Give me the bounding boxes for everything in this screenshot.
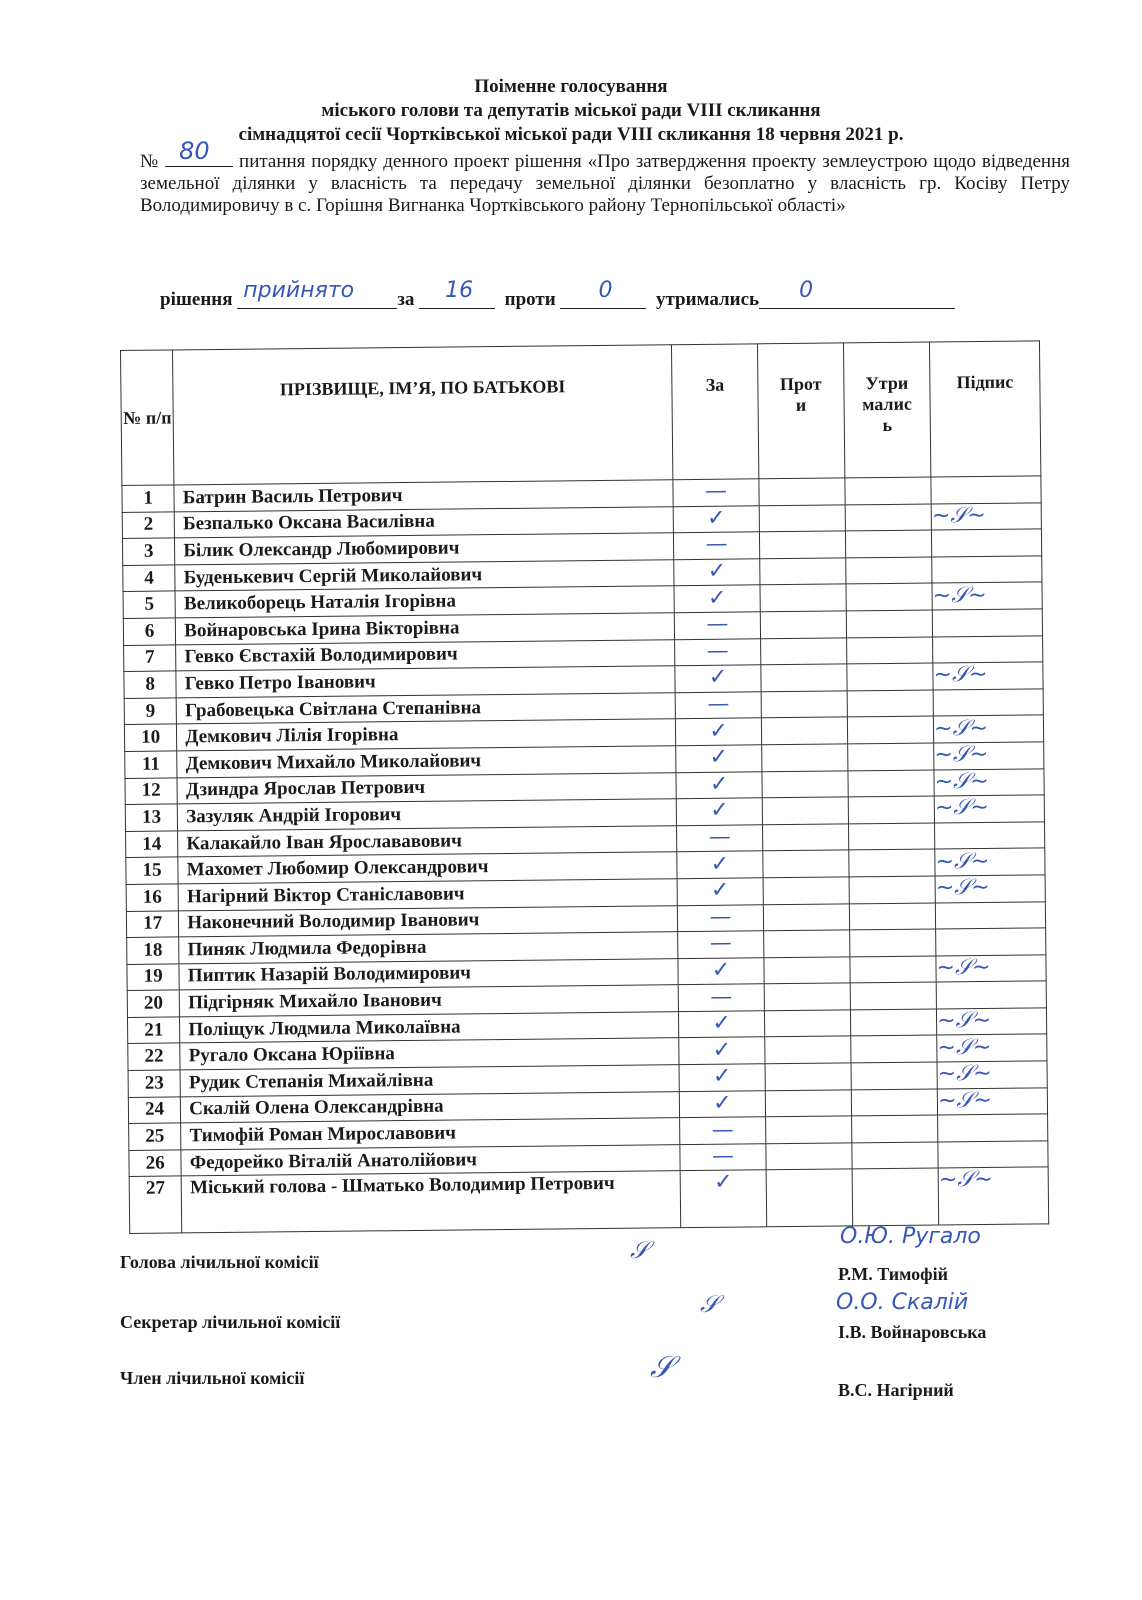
abstained-value: 0: [799, 278, 814, 303]
header-abstained: Утри малис ь: [843, 342, 931, 478]
row-number: 16: [126, 884, 179, 911]
header-name: ПРІЗВИЩЕ, ІМ’Я, ПО БАТЬКОВІ: [173, 345, 673, 485]
for-cell: [674, 612, 760, 639]
abstained-cell: [850, 1009, 936, 1036]
handwritten-signature: ~𝒮~: [934, 795, 989, 821]
secretary-handwritten: О.О. Скалій: [836, 1290, 969, 1315]
signature-cell: [931, 476, 1041, 504]
checkmark-icon: ✓: [706, 505, 726, 531]
commission-role: Голова лічильної комісії: [120, 1252, 319, 1272]
for-cell: [679, 1011, 765, 1038]
handwritten-signature: ~𝒮~: [934, 768, 989, 795]
checkmark-icon: ✓: [707, 585, 727, 611]
abstained-cell: [851, 1035, 937, 1062]
handwritten-signature: ~𝒮~: [932, 582, 987, 609]
question-text: питання порядку денного проект рішення «Про затвердження проекту землеустрою щодо відведення земельної ділянки у власність та передачу земельної ділянки безоплатно у власність гр. Косіву Петру Володимировичу в с. Горішня Вигнанка Чортківського району Тернопільської області»: [140, 151, 1070, 216]
checkmark-icon: ✓: [709, 771, 729, 797]
handwritten-signature: ~𝒮~: [935, 875, 990, 901]
signature-cell: [936, 981, 1046, 1009]
deputy-name: Федорейко Віталій Анатолійович: [181, 1145, 680, 1177]
abstained-cell: [847, 690, 933, 717]
checkmark-icon: ✓: [710, 798, 729, 824]
for-cell: [677, 825, 763, 852]
deputy-name: Міський голова - Шматько Володимир Петрович: [181, 1171, 680, 1233]
against-cell: [760, 611, 846, 638]
handwritten-signature: ~𝒮~: [931, 502, 986, 529]
against-cell: [759, 505, 845, 532]
handwritten-signature: ~𝒮~: [935, 848, 990, 875]
row-number: 20: [127, 990, 180, 1017]
checkmark-icon: ✓: [713, 1170, 733, 1196]
against-cell: [764, 1010, 850, 1037]
deputy-name: Дзиндра Ярослав Петрович: [177, 772, 676, 804]
against-blank: [560, 278, 646, 309]
handwritten-signature: ~𝒮~: [936, 954, 991, 981]
against-cell: [759, 478, 845, 505]
checkmark-icon: ✓: [709, 744, 729, 771]
checkmark-icon: ✓: [710, 877, 730, 904]
document-title: Поіменне голосування: [474, 76, 668, 97]
deputy-name: Махомет Любомир Олександрович: [178, 852, 677, 884]
against-cell: [766, 1169, 853, 1227]
checkmark-icon: ✓: [707, 558, 727, 584]
session-line: сімнадцятої сесії Чортківської міської ради VIII скликання 18 червня 2021 р.: [238, 124, 904, 145]
row-number: 18: [127, 937, 180, 964]
for-cell: [678, 957, 764, 984]
commission-signer: Р.М. Тимофій: [838, 1264, 949, 1284]
deputy-name: Грабовецька Світлана Степанівна: [176, 692, 675, 724]
against-cell: [761, 691, 847, 718]
signature-cell: [932, 556, 1042, 584]
abstained-cell: [849, 849, 935, 876]
deputy-name: Калакайло Іван Ярослававович: [178, 825, 677, 857]
against-cell: [759, 531, 845, 558]
dash-mark-icon: —: [706, 638, 729, 664]
for-cell: [676, 771, 762, 798]
signature-cell: [932, 529, 1042, 557]
dash-mark-icon: —: [711, 1117, 734, 1143]
signature-cell: [933, 715, 1043, 743]
member-signature: 𝒮: [650, 1350, 674, 1385]
against-value: 0: [598, 278, 613, 303]
abstained-cell: [848, 796, 934, 823]
signature-cell: [937, 1034, 1047, 1062]
signature-cell: [938, 1114, 1048, 1142]
abstained-cell: [846, 557, 932, 584]
decision-value-blank: [237, 278, 397, 309]
against-cell: [765, 1090, 851, 1117]
abstained-label: утримались: [655, 289, 760, 310]
checkmark-icon: ✓: [709, 718, 728, 744]
for-cell: [676, 718, 762, 745]
against-cell: [762, 824, 848, 851]
abstained-cell: [849, 929, 935, 956]
against-cell: [765, 1063, 851, 1090]
row-number: 24: [128, 1097, 181, 1124]
abstained-cell: [851, 1115, 937, 1142]
deputy-name: Нагірний Віктор Станіславович: [178, 879, 677, 911]
row-number: 6: [123, 618, 176, 645]
against-cell: [761, 664, 847, 691]
signature-cell: [931, 502, 1041, 530]
against-cell: [764, 983, 850, 1010]
for-cell: [674, 532, 760, 559]
checkmark-icon: ✓: [712, 1037, 732, 1063]
signature-cell: [935, 822, 1045, 850]
for-cell: [678, 904, 764, 931]
against-cell: [761, 717, 847, 744]
for-value: 16: [445, 278, 474, 303]
deputy-name: Великоборець Наталія Ігорівна: [175, 586, 674, 618]
handwritten-signature: ~𝒮~: [934, 742, 989, 768]
deputy-name: Войнаровська Ірина Вікторівна: [176, 613, 675, 645]
chair-handwritten: О.Ю. Ругало: [840, 1224, 981, 1249]
checkmark-icon: ✓: [712, 1010, 731, 1037]
abstained-cell: [847, 663, 933, 690]
row-number: 1: [122, 485, 175, 512]
row-number: 17: [126, 910, 179, 937]
deputy-name: Пиняк Людмила Федорівна: [179, 932, 678, 964]
dash-mark-icon: —: [709, 931, 732, 957]
dash-mark-icon: —: [708, 824, 731, 850]
checkmark-icon: ✓: [713, 1090, 732, 1116]
abstained-cell: [852, 1142, 938, 1169]
against-cell: [760, 584, 846, 611]
against-cell: [765, 1036, 851, 1063]
for-cell: [680, 1144, 766, 1171]
deputy-name: Батрин Василь Петрович: [174, 480, 673, 512]
handwritten-signature: ~𝒮~: [937, 1034, 992, 1061]
for-cell: [680, 1117, 766, 1144]
deputy-name: Скалій Олена Олександрівна: [181, 1091, 680, 1123]
deputy-name: Білик Олександр Любомирович: [175, 533, 674, 565]
agenda-question: [140, 137, 1070, 217]
against-cell: [763, 903, 849, 930]
row-number: 2: [122, 512, 175, 539]
deputy-name: Пиптик Назарій Володимирович: [179, 958, 678, 990]
dash-mark-icon: —: [707, 691, 730, 717]
for-cell: [673, 479, 759, 506]
against-cell: [763, 850, 849, 877]
against-cell: [760, 558, 846, 585]
header-against: Прот и: [757, 343, 844, 479]
abstained-cell: [846, 610, 932, 637]
for-cell: [676, 745, 762, 772]
deputy-name: Демкович Лілія Ігорівна: [177, 719, 676, 751]
row-number: 8: [124, 671, 177, 698]
against-cell: [763, 930, 849, 957]
roll-call-table: [120, 340, 1049, 1234]
decision-label: рішення: [160, 289, 233, 310]
question-number-handwritten: 80: [179, 137, 210, 165]
row-number: 22: [128, 1043, 181, 1070]
abstained-cell: [846, 637, 932, 664]
abstained-cell: [849, 876, 935, 903]
row-number: 27: [129, 1176, 182, 1234]
secretary-signature: 𝒮: [700, 1290, 719, 1318]
chair-signature: 𝒮: [630, 1236, 649, 1264]
dash-mark-icon: —: [711, 1143, 735, 1169]
dash-mark-icon: —: [709, 904, 732, 930]
header-signature: Підпис: [930, 341, 1041, 477]
abstained-cell: [848, 770, 934, 797]
header-for: За: [672, 344, 759, 480]
deputy-name: Зазуляк Андрій Ігорович: [178, 799, 677, 831]
signature-cell: [935, 848, 1045, 876]
against-cell: [763, 877, 849, 904]
checkmark-icon: ✓: [710, 851, 730, 877]
for-cell: [679, 1064, 765, 1091]
against-cell: [762, 770, 848, 797]
handwritten-signature: ~𝒮~: [937, 1087, 993, 1114]
abstained-cell: [848, 823, 934, 850]
deputy-name: Гевко Євстахій Володимирович: [176, 639, 675, 671]
handwritten-signature: ~𝒮~: [933, 715, 989, 742]
table-header-row: [121, 341, 1041, 486]
row-number: 14: [126, 831, 179, 858]
abstained-cell: [851, 1089, 937, 1116]
row-number: 9: [124, 698, 177, 725]
for-cell: [674, 559, 760, 586]
signature-cell: [937, 1008, 1047, 1036]
handwritten-signature: ~𝒮~: [937, 1061, 992, 1087]
abstained-blank: [759, 278, 955, 309]
abstained-cell: [849, 902, 935, 929]
abstained-cell: [850, 956, 936, 983]
deputy-name: Буденькевич Сергій Миколайович: [175, 559, 674, 591]
abstained-cell: [850, 982, 936, 1009]
for-label: за: [397, 289, 415, 310]
against-cell: [760, 637, 846, 664]
abstained-cell: [848, 743, 934, 770]
row-number: 13: [125, 804, 178, 831]
deputy-name: Підгірняк Михайло Іванович: [180, 985, 679, 1017]
row-number: 15: [126, 857, 179, 884]
signature-cell: [932, 582, 1042, 610]
document-subtitle: міського голови та депутатів міської ради VIII скликання: [321, 100, 821, 121]
handwritten-signature: ~𝒮~: [938, 1167, 993, 1193]
signature-cell: [937, 1087, 1047, 1115]
for-cell: [677, 851, 763, 878]
for-cell: [676, 798, 762, 825]
for-cell: [673, 505, 759, 532]
signature-cell: [933, 662, 1043, 690]
row-number: 19: [127, 964, 180, 991]
row-number: 23: [128, 1070, 181, 1097]
against-cell: [766, 1143, 852, 1170]
checkmark-icon: ✓: [711, 957, 731, 983]
signature-cell: [935, 901, 1045, 929]
signature-cell: [936, 955, 1046, 983]
question-number-prefix: №: [140, 151, 160, 172]
row-number: 4: [123, 565, 176, 592]
row-number: 11: [125, 751, 178, 778]
commission-role: Член лічильної комісії: [120, 1368, 305, 1388]
deputy-name: Безпалько Оксана Василівна: [174, 506, 673, 538]
handwritten-signature: ~𝒮~: [933, 662, 988, 688]
abstained-cell: [845, 530, 931, 557]
row-number: 5: [123, 591, 176, 618]
abstained-cell: [845, 477, 931, 504]
against-cell: [761, 744, 847, 771]
checkmark-icon: ✓: [708, 665, 728, 691]
signature-cell: [937, 1061, 1047, 1089]
row-number: 7: [124, 644, 177, 671]
for-cell: [675, 665, 761, 692]
header-num: № п/п: [121, 350, 175, 486]
against-cell: [762, 797, 848, 824]
for-cell: [677, 878, 763, 905]
row-number: 3: [122, 538, 175, 565]
signature-cell: [935, 875, 1045, 903]
for-cell: [675, 638, 761, 665]
deputy-name: Поліщук Людмила Миколаївна: [180, 1012, 679, 1044]
signature-cell: [936, 928, 1046, 956]
for-cell: [678, 984, 764, 1011]
dash-mark-icon: —: [706, 611, 729, 638]
for-cell: [678, 931, 764, 958]
handwritten-signature: ~𝒮~: [937, 1008, 992, 1034]
against-label: проти: [504, 289, 556, 310]
abstained-cell: [852, 1168, 939, 1226]
for-blank: [419, 278, 495, 309]
abstained-cell: [845, 504, 931, 531]
row-number: 21: [127, 1017, 180, 1044]
row-number: 26: [129, 1150, 182, 1177]
commission-signer: В.С. Нагірний: [838, 1380, 954, 1400]
commission-role: Секретар лічильної комісії: [120, 1312, 341, 1332]
deputy-name: Демкович Михайло Миколайович: [177, 746, 676, 778]
decision-value: прийнято: [243, 278, 355, 303]
dash-mark-icon: —: [704, 478, 728, 505]
deputy-name: Тимофій Роман Мирославович: [181, 1118, 680, 1150]
for-cell: [679, 1037, 765, 1064]
dash-mark-icon: —: [710, 984, 733, 1010]
signature-cell: [934, 768, 1044, 796]
deputy-name: Гевко Петро Іванович: [176, 666, 675, 698]
signature-cell: [934, 795, 1044, 823]
commission-signer: І.В. Войнаровська: [838, 1322, 987, 1342]
signature-cell: [938, 1167, 1048, 1225]
for-cell: [680, 1170, 766, 1228]
for-cell: [675, 692, 761, 719]
abstained-cell: [846, 583, 932, 610]
checkmark-icon: ✓: [712, 1063, 732, 1090]
deputy-name: Рудик Степанія Михайлівна: [180, 1065, 679, 1097]
abstained-cell: [851, 1062, 937, 1089]
deputy-name: Ругало Оксана Юріївна: [180, 1038, 679, 1070]
for-cell: [679, 1090, 765, 1117]
signature-cell: [934, 742, 1044, 770]
row-number: 12: [125, 777, 178, 804]
abstained-cell: [847, 716, 933, 743]
signature-cell: [933, 689, 1043, 717]
dash-mark-icon: —: [705, 532, 728, 558]
deputy-name: Наконечний Володимир Іванович: [179, 905, 678, 937]
row-number: 10: [124, 724, 177, 751]
question-number-blank: [165, 137, 233, 167]
signature-cell: [932, 609, 1042, 637]
against-cell: [764, 957, 850, 984]
signature-cell: [938, 1141, 1048, 1169]
table-body: [122, 476, 1049, 1234]
signature-cell: [933, 635, 1043, 663]
against-cell: [765, 1116, 851, 1143]
for-cell: [674, 585, 760, 612]
decision-line: [160, 278, 1060, 311]
row-number: 25: [129, 1123, 182, 1150]
